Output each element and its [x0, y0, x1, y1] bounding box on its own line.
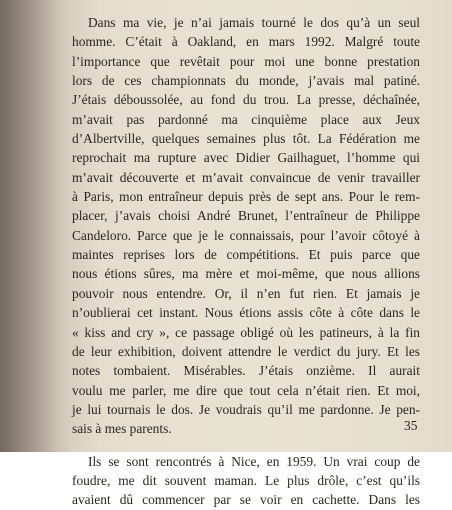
text-line: notes tombaient. Misérables. J’étais onzième. Il aurait	[72, 363, 420, 379]
body-text	[72, 13, 420, 510]
text-line: je lui tournais le dos. Je voudrais qu’il me pardonne. Je pen-	[72, 401, 420, 417]
text-line: Ils se sont rencontrés à Nice, en 1959. Un vrai coup de	[88, 453, 420, 469]
text-line: m’avait découverte et m’avait convaincue de venir travailler	[72, 169, 420, 185]
text-line: n’oublierai cet instant. Nous étions assis côte à côte dans le	[72, 305, 420, 321]
text-line: m’avait pas pardonné ma cinquième place aux Jeux	[72, 111, 420, 127]
text-line: lors de ces championnats du monde, j’avais mal patiné.	[72, 73, 420, 89]
text-line: sais à mes parents.	[72, 421, 172, 437]
text-line: maintes reprises lors de compétitions. Et puis parce que	[72, 247, 420, 263]
text-line: J’étais déboussolée, au fond du trou. La presse, déchaînée,	[72, 92, 420, 108]
text-line: nous étions sûres, ma mère et moi-même, que nous allions	[72, 266, 420, 282]
text-line: Dans ma vie, je n’ai jamais tourné le dos qu’à un seul	[88, 15, 420, 30]
text-line: reprochait ma rupture avec Didier Gailhaguet, l’homme qui	[72, 150, 420, 166]
text-line: l’importance que revêtait pour moi une bonne prestation	[72, 53, 420, 69]
paragraph-2	[72, 452, 420, 510]
text-line: « kiss and cry », ce passage obligé où les patineurs, à la fin	[72, 324, 420, 340]
paragraph-gap	[72, 439, 420, 452]
text-line: d’Albertville, quelques semaines plus tôt. La Fédération me	[72, 131, 420, 147]
paragraph-1	[72, 13, 420, 439]
text-line: homme. C’était à Oakland, en mars 1992. Malgré toute	[72, 34, 420, 50]
text-line: de leur exhibition, doivent attendre le verdict du jury. Et les	[72, 343, 420, 359]
page-number: 35	[404, 418, 418, 433]
binding-shadow	[0, 0, 60, 452]
text-line: à Paris, mon entraîneur depuis près de sept ans. Pour le rem-	[72, 189, 420, 205]
text-line: Candeloro. Parce que je le connaissais, pour l’avoir côtoyé à	[72, 227, 420, 243]
text-line: avaient dû commencer par se voir en cachette. Dans les	[72, 492, 420, 508]
text-line: placer, j’avais choisi André Brunet, l’entraîneur de Philippe	[72, 208, 420, 224]
text-line: voulu me parler, me dire que tout cela n’était rien. Et moi,	[72, 382, 420, 398]
text-line: foudre, me dit souvent maman. Le plus drôle, c’est qu’ils	[72, 472, 420, 488]
text-line: pouvoir nous entendre. Or, il n’en fut rien. Et jamais je	[72, 285, 420, 301]
